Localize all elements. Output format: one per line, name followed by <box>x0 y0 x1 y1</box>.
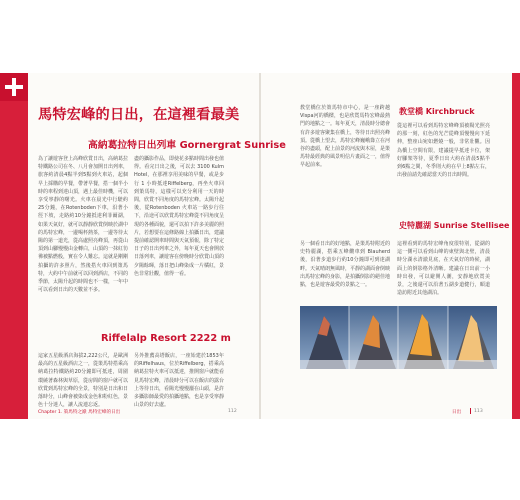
footer-chapter-right: 日出 <box>452 410 462 415</box>
footer-chapter-left: Chapter 1. 策馬特之巔 馬特宏峰的日出 <box>38 410 121 415</box>
section-heading-kirchbruck: 教堂橋 Kirchbruck <box>399 107 475 116</box>
kirchbruck-text-col2: 從這裡可以看到馬特宏峰峰頂被陽光照亮的那一刻，紅色的光芒從峰頂慢慢向下延伸，整座山宛如燃燒一般，非常壯觀。因為橋上空間有限，建議提早抵達卡位，架好腳架等待，夏季日出大約在清晨5點半到6點之間，冬季則大約在早上8點左右，出發前請先確認當天的日出時間。 <box>397 123 490 179</box>
gornergrat-text-col2: 盡的攝影作品，即使花多點時間出發也值得。看完日出之後，可以去 3100 Kulm Hotel，在那裡享用美味的早餐，或是步行 1 小時抵達Riffelberg，再坐火車回到策馬特，這樣可以充分利用一天的時間，欣賞不同角度的馬特宏峰。太陽升起後，從Rotenboden 火車站一路步行往下，沿途可以欣賞馬特宏峰從不同角度呈現的各種面貌，還可以拍下許多美麗的照片，若想要在這條路線上拍攝日出，建議提前確認開車時間與天氣預報，除了特定日子的日出列車之外，每年夏天也會開放日落列車，讓遊客在傍晚時分欣賞山頂的夕陽餘暉，落日把山峰染成一片橘紅，景色非常壯觀，值得一看。 <box>134 156 224 277</box>
riffelalp-text-col2: 另外推薦高塔飯店，一座始建於1853年的Riffelhaus，位於Riffelberg，搭乘高納葛拉特火車可以抵達，推開窗戶就能看見馬特宏峰，清晨時分可以在飯店的露台上等待日出，看陽光慢慢灑在山頭，是許多攝影師最愛的拍攝地點，也是享受寧靜山景的好去處。 <box>134 353 224 409</box>
kirchbruck-intro-col1: 教堂橋位於策馬特市中心，是一座跨越Vispa河的橋樑，也是欣賞馬特宏峰最熱門的地點之一。每年夏天，清晨時分總會有許多遊客聚集在橋上，等待日出照亮峰頂。從橋上望去，馬特宏峰巍峨聳立在河谷的盡頭，配上前景的河流與木屋，是策馬特最經典的風景明信片畫面之一，值得早起前來。 <box>300 105 390 169</box>
footer-page-number-right: 113 <box>474 409 483 414</box>
footer-page-number-left: 112 <box>228 409 237 414</box>
footer-separator <box>470 408 471 414</box>
stellisee-text-col2: 這裡看到的馬特宏峰角度很特別，從湖的這一側可以看到山峰的東壁與北壁，清晨時分湖水清澈見底，在天氣好的時候，湖面上的倒影格外清晰。建議在日出前一小時出發，可以避開人潮，安靜地欣賞美景，之後還可以沿著五湖步道健行，順道造訪附近其他湖泊。 <box>397 241 490 297</box>
stellisee-text-col1: 另一個看日出的好地點，是策馬特附近的史特麗湖，搭乘五峰纜車到 Blauherd 後，沿著步道步行約10分鐘即可到達湖畔。天氣晴朗無風時，平靜的湖面會倒映出馬特宏峰的身影，是拍攝倒影的絕佳地點，也是遊客最愛的景點之一。 <box>300 241 390 289</box>
riffelalp-text-col1: 這家五星級酒店海拔2,222公尺，是歐洲最高的五星級酒店之一，從策馬特搭乘高納葛拉特鐵路約20分鐘即可抵達，周圍環繞著森林與草原，從房間的窗戶就可以欣賞到馬特宏峰的全景，特別是日出和日落時分，山峰會被染成金色和粉紅色，景色十分迷人，讓人流連忘返。 <box>38 353 128 409</box>
left-red-border <box>0 101 28 419</box>
right-red-border <box>512 73 520 419</box>
page-title: 馬特宏峰的日出，在這裡看最美 <box>38 107 240 123</box>
matterhorn-sunrise-photo <box>300 306 497 369</box>
section-heading-gornergrat: 高納葛拉特日出列車 Gornergrat Sunrise <box>88 140 286 151</box>
section-heading-riffelalp: Riffelalp Resort 2222 m <box>101 333 231 344</box>
section-heading-stellisee: 史特麗湖 Sunrise Stellisee <box>399 221 510 230</box>
gornergrat-text-col1: 為了讓遊客登上高峰欣賞日出，高納葛拉特鐵路公司在冬、八月會加開日出列車，旅客約清晨4點半到5點到火車站，起個早上採購的早餐，帶著早餐，搭一個半小時的車程到達山頂，遇上最佳時機，可以享受寧靜的曙光。火車在晨光中行駛約25分鐘，在Rotenboden下車，沿著小徑下坡，走路約10分鐘抵達利菲爾湖，如果天氣好，就可以靜靜欣賞倒映於湖中的馬特宏峰，一邊喝杯熱茶，一邊等待太陽的第一道光，從高處照亮峰頂，再從山頂到山腳慢慢由金轉白，山頂的一抹紅彷彿被點燃般，實在令人難忘。這就是剛剛拍攝的許多照片，然後搭火車回到策馬特，大約中午前就可以回到酒店，不同的季節，太陽升起的時間也不一樣，一年中可以看到日出的天數並不多。 <box>38 156 128 294</box>
